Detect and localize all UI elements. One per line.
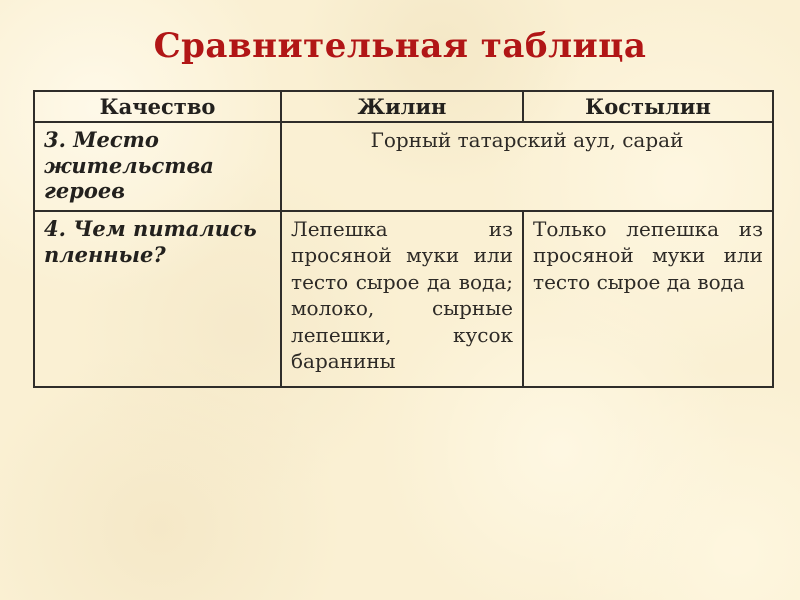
header-kostylin: Костылин (523, 91, 773, 122)
row-label-residence: 3. Место жительства героев (34, 122, 281, 211)
header-zhilin: Жилин (281, 91, 523, 122)
table-header-row (34, 91, 773, 122)
table-row-residence (34, 122, 773, 211)
cell-food-kostylin: Только лепешка из просяной муки или тесто сырое да вода (523, 211, 773, 387)
table-row-food (34, 211, 773, 387)
header-quality: Качество (34, 91, 281, 122)
comparison-table (33, 90, 774, 388)
page-title: Сравнительная таблица (153, 26, 647, 66)
cell-food-zhilin: Лепешка из просяной муки или тесто сырое да вода; молоко, сырные лепешки, кусок баранины (281, 211, 523, 387)
row-label-food: 4. Чем питались пленные? (34, 211, 281, 387)
cell-residence-merged: Горный татарский аул, сарай (281, 122, 773, 211)
